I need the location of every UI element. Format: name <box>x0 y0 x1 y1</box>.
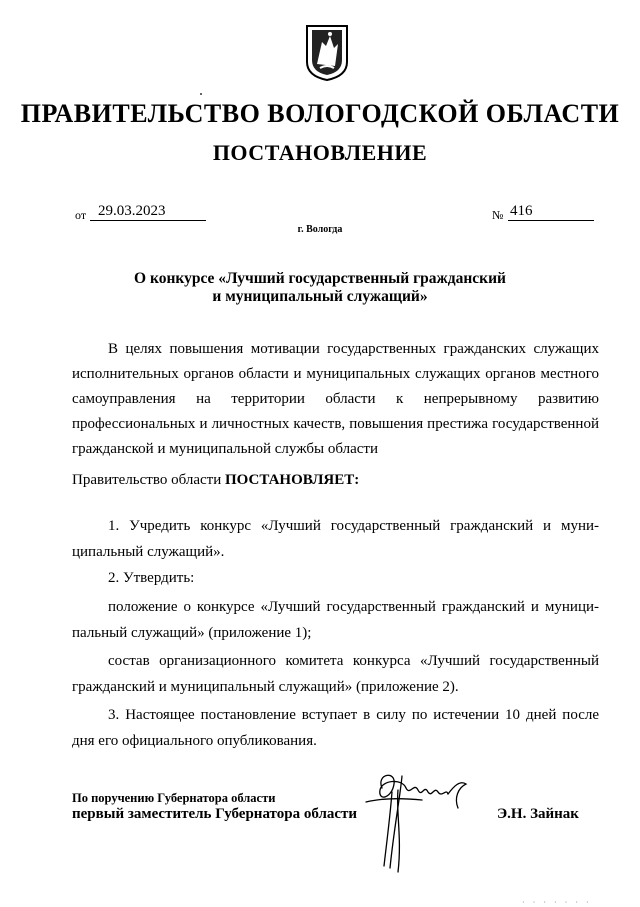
item-3-line-1: 3. Настоящее постановление вступает в силу по истечении 10 дней после <box>108 707 599 723</box>
scan-specks: ······· <box>522 898 597 907</box>
resolve-keyword: ПОСТАНОВЛЯЕТ: <box>224 472 360 488</box>
resolve-line <box>72 468 599 493</box>
signatory-position: первый заместитель Губернатора области <box>72 806 358 822</box>
preamble: В целях повышения мотивации государственных гражданских служащих исполнительных органов области и муниципальных служащих органов местного самоуправления на территории области к непрерывному развитию профессиональных и личностных качеств, повышения престижа государственной гражданской и муниципальной службы области <box>72 341 599 457</box>
document-date: 29.03.2023 <box>90 203 206 221</box>
item-2: 2. Утвердить: <box>108 570 195 586</box>
scan-speck <box>200 93 202 95</box>
handwritten-signature <box>362 768 474 878</box>
city: г. Вологда <box>297 224 343 235</box>
coat-of-arms-icon <box>304 24 350 82</box>
item-2b-line-1: состав организационного комитета конкурса «Лучший государственный <box>108 653 599 669</box>
item-2a-line-1: положение о конкурсе «Лучший государственный гражданский и муници- <box>108 599 599 615</box>
document-subject <box>0 270 640 306</box>
date-prefix: от <box>75 208 87 222</box>
document-type: ПОСТАНОВЛЕНИЕ <box>212 140 428 165</box>
number-prefix: № <box>492 208 504 222</box>
document-number: 416 <box>508 203 594 221</box>
organization-title: ПРАВИТЕЛЬСТВО ВОЛОГОДСКОЙ ОБЛАСТИ <box>20 99 620 128</box>
item-2a-line-2: пальный служащий» (приложение 1); <box>72 625 312 641</box>
subject-line-1: О конкурсе «Лучший государственный гражданский <box>134 270 506 287</box>
signatory-authority: По поручению Губернатора области <box>72 791 276 805</box>
subject-line-2: и муниципальный служащий» <box>212 288 428 305</box>
signatory-name: Э.Н. Зайнак <box>497 806 579 822</box>
item-1-line-2: ципальный служащий». <box>72 544 225 560</box>
item-2b-line-2: гражданский и муниципальный служащий» (приложение 2). <box>72 679 459 695</box>
item-3-line-2: дня его официального опубликования. <box>72 733 317 749</box>
item-1-line-1: 1. Учредить конкурс «Лучший государственный гражданский и муни- <box>108 518 599 534</box>
resolve-prefix: Правительство области <box>72 472 225 488</box>
